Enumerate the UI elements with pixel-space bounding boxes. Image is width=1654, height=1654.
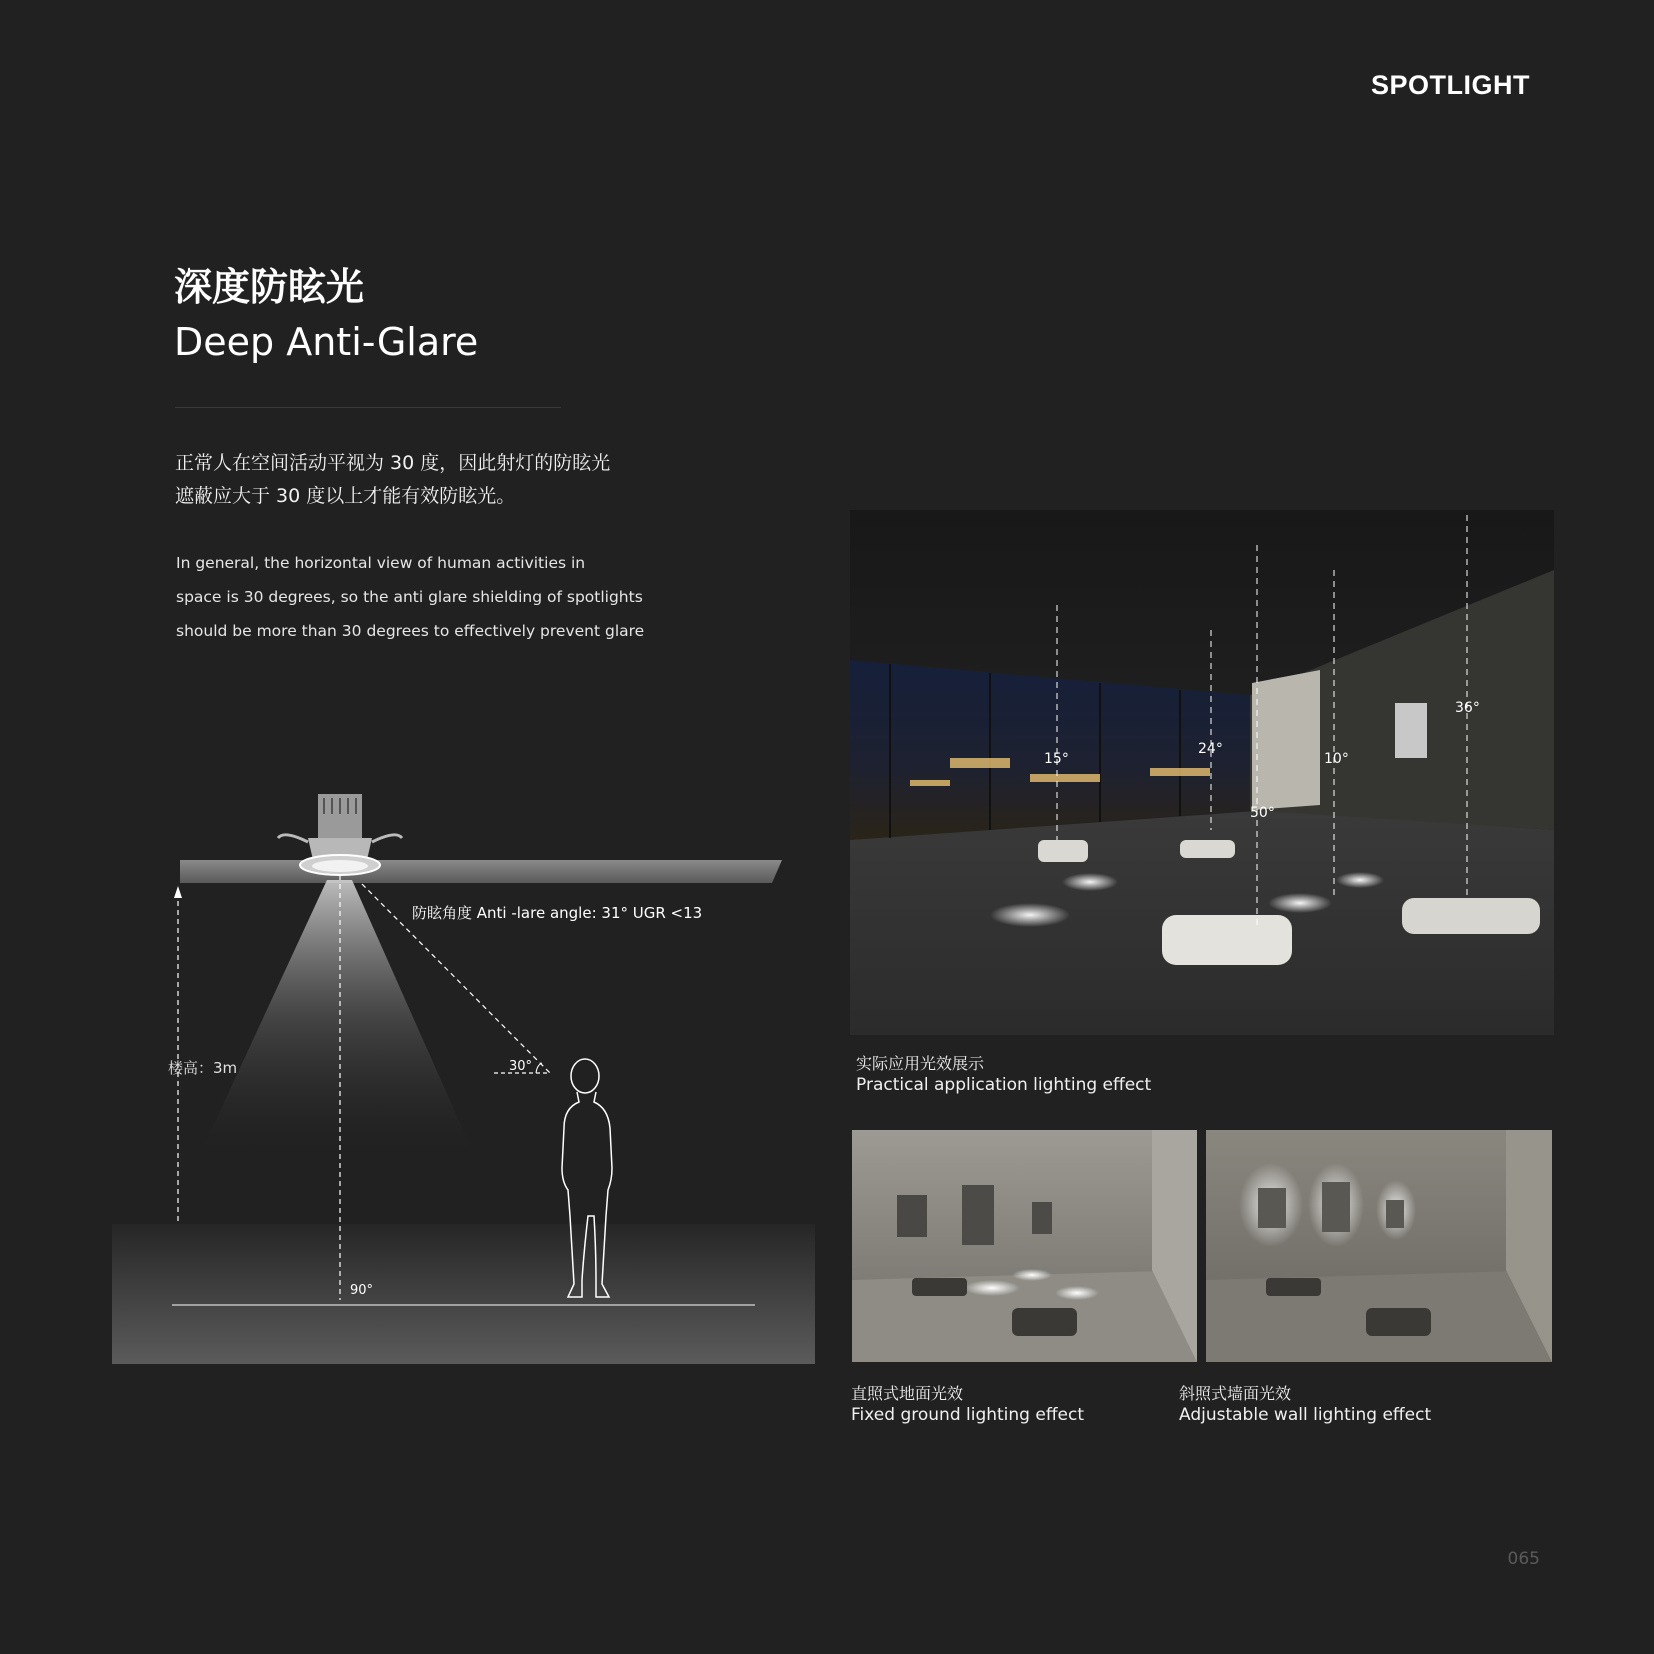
description-cn-line: 正常人在空间活动平视为 30 度，因此射灯的防眩光 [175, 452, 611, 474]
angle-label: 36° [1455, 700, 1480, 716]
floor-height-label: 楼高：3m [168, 1059, 238, 1077]
vertical-angle-label: 90° [350, 1283, 374, 1298]
description-en-line: should be more than 30 degrees to effectively prevent glare [176, 622, 645, 640]
ground-lighting-photo [852, 1130, 1197, 1362]
angle-label: 50° [1250, 805, 1275, 821]
wall-lighting-caption-cn: 斜照式墙面光效 [1179, 1384, 1292, 1403]
anti-glare-diagram [112, 780, 815, 1364]
view-angle-label: 30° [509, 1059, 533, 1074]
angle-label: 24° [1198, 741, 1223, 757]
ceiling-slab [180, 860, 782, 883]
wall-lighting-caption-en: Adjustable wall lighting effect [1179, 1405, 1432, 1425]
section-title-cn: 深度防眩光 [174, 265, 365, 309]
description-en [176, 546, 646, 648]
floor-band [112, 1224, 815, 1364]
angle-label: 10° [1324, 751, 1349, 767]
divider [175, 407, 561, 408]
application-photo [850, 510, 1554, 1035]
anti-glare-angle-note: 防眩角度 Anti -lare angle: 31° UGR <13 [412, 904, 703, 922]
wall-lighting-photo [1206, 1130, 1552, 1362]
application-caption-cn: 实际应用光效展示 [856, 1054, 985, 1073]
ground-lighting-caption-en: Fixed ground lighting effect [851, 1405, 1085, 1425]
description-en-line: space is 30 degrees, so the anti glare shielding of spotlights [176, 588, 643, 606]
brand-title: SPOTLIGHT [1371, 70, 1530, 100]
section-title-en: Deep Anti-Glare [174, 320, 479, 364]
description-en-line: In general, the horizontal view of human activities in [176, 554, 586, 572]
application-caption-en: Practical application lighting effect [856, 1075, 1152, 1095]
angle-label: 15° [1044, 751, 1069, 767]
page-number: 065 [1507, 1549, 1540, 1569]
description-cn-line: 遮蔽应大于 30 度以上才能有效防眩光。 [175, 485, 516, 507]
ground-lighting-caption-cn: 直照式地面光效 [851, 1384, 964, 1403]
height-arrow-head [174, 886, 182, 898]
description-cn [175, 447, 645, 513]
